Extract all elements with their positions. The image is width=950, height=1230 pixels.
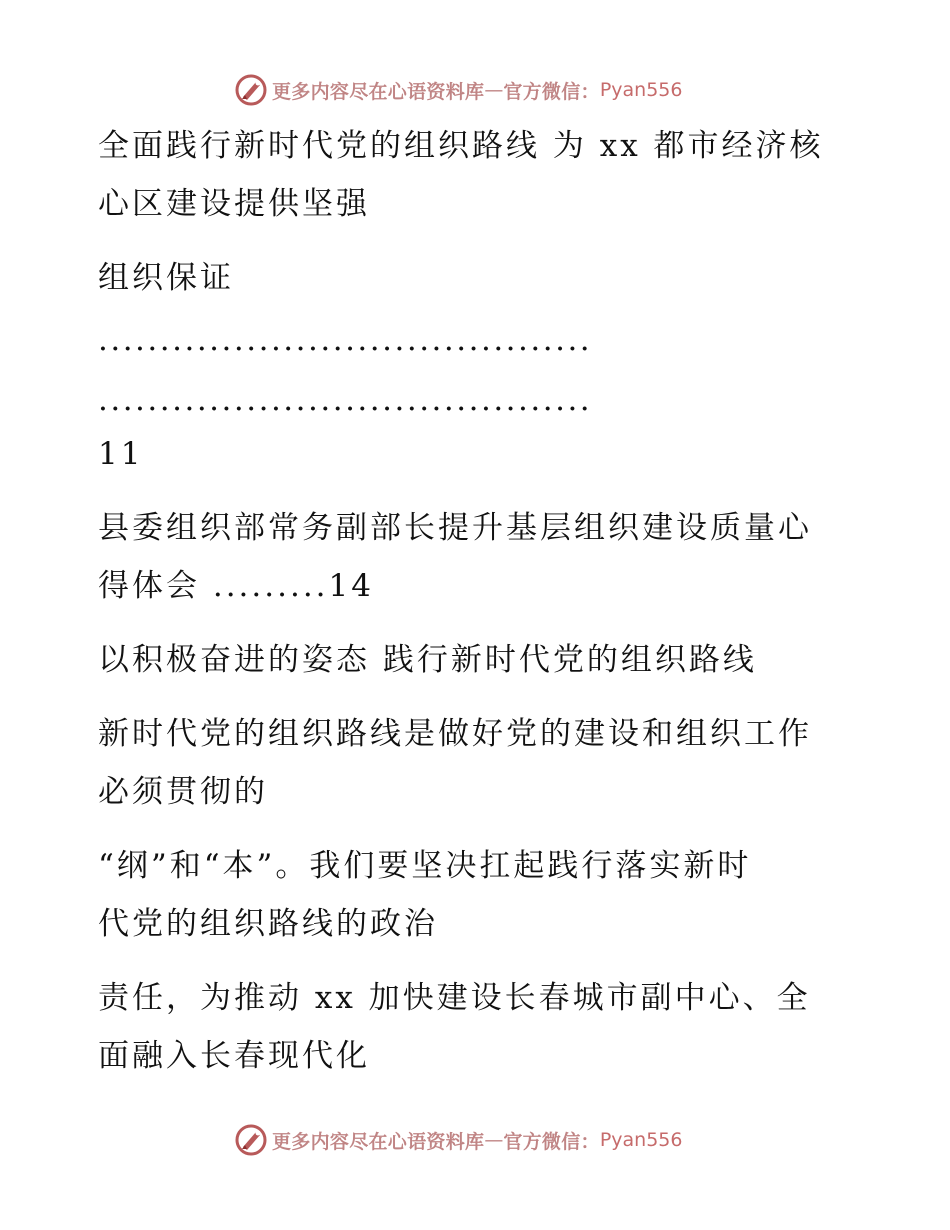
logo-icon — [234, 1123, 268, 1157]
text-line: 全面践行新时代党的组织路线 为 xx 都市经济核 — [98, 128, 824, 164]
text-line: 得体会 .........14 — [98, 568, 374, 604]
wechat-id: Pyan556 — [599, 1129, 683, 1151]
text-line: 以积极奋进的姿态 践行新时代党的组织路线 — [98, 642, 757, 678]
wechat-label: 官方微信： — [503, 80, 600, 103]
text-line: 责任，为推动 xx 加快建设长春城市副中心、全 — [98, 980, 811, 1016]
text-line: 必须贯彻的 — [98, 774, 268, 810]
text-line: 心区建设提供坚强 — [98, 186, 370, 222]
site-text: 更多内容尽在心语资料库 — [272, 80, 485, 103]
text-line: “纲”和“本”。我们要坚决扛起践行落实新时 — [98, 848, 752, 884]
site-text: 更多内容尽在心语资料库 — [272, 1130, 485, 1153]
header-watermark — [234, 72, 682, 108]
text-line: 新时代党的组织路线是做好党的建设和组织工作 — [98, 716, 812, 752]
text-line: 组织保证 — [98, 260, 234, 296]
footer-watermark — [234, 1122, 682, 1158]
text-line: 代党的组织路线的政治 — [98, 906, 438, 942]
wechat-label: 官方微信： — [503, 1130, 600, 1153]
banner-separator: — — [484, 1129, 504, 1151]
text-line: 面融入长春现代化 — [98, 1038, 370, 1074]
page-number: 11 — [98, 436, 144, 472]
text-line: 县委组织部常务副部长提升基层组织建设质量心 — [98, 510, 812, 546]
logo-icon — [234, 73, 268, 107]
wechat-id: Pyan556 — [599, 79, 683, 101]
dot-leader-line: ........................................ — [98, 322, 593, 358]
banner-separator: — — [484, 79, 504, 101]
dot-leader-line: ........................................ — [98, 382, 593, 418]
